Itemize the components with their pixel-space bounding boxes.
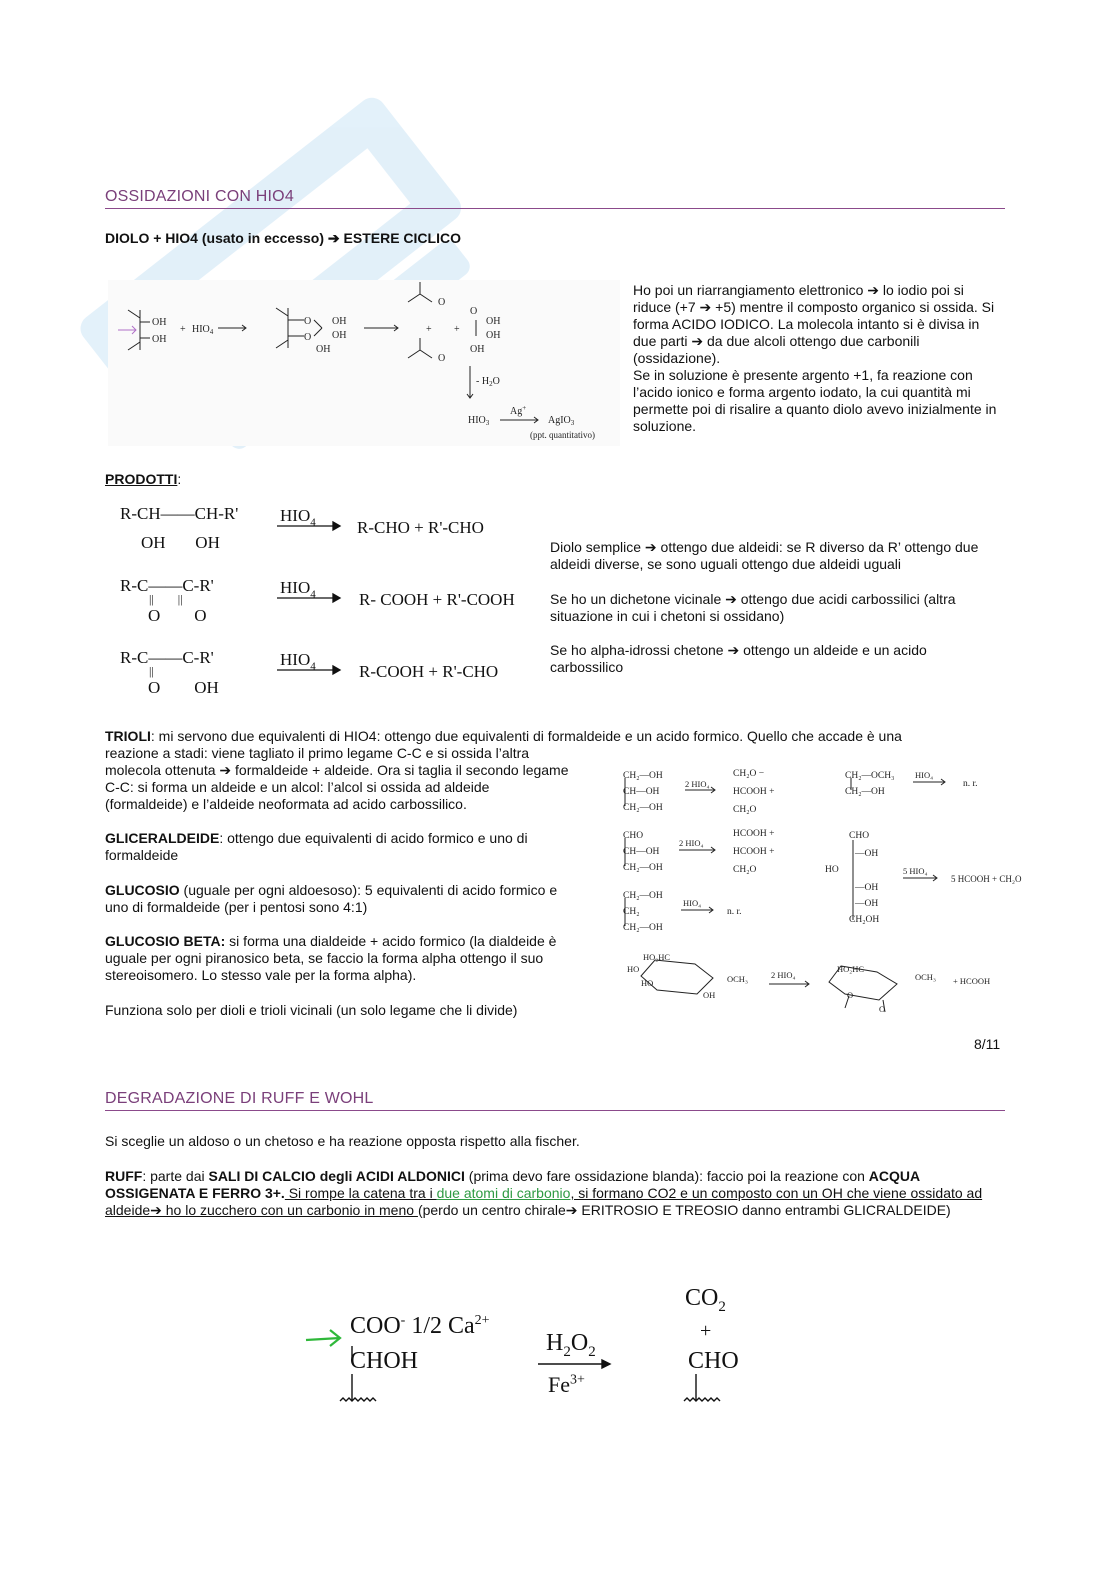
reagent-label: 5 HIO₄ [903,866,928,876]
oh-label: OH [332,316,347,327]
rxn1-reactant-bottom: OH OH [141,533,220,552]
gliceraldeide-label: GLICERALDEIDE [105,830,220,846]
ch2oh-label: CH₂—OH [845,787,885,797]
product-label: HCOOH + [733,847,775,857]
prodotti-note-3: Se ho alpha-idrossi chetone ➔ ottengo un aldeide e un acido carbossilico [550,642,927,675]
o-label: O [304,316,312,327]
ch2oh-label: CH₂—OH [623,923,663,933]
glucosio-beta-text [105,933,577,984]
cho-label: CHO [623,831,644,841]
product-label: CH₂O − [733,769,765,779]
subscript: 2 [588,1343,596,1360]
ho-label: HO [641,978,654,988]
och3-label: OCH₃ [915,972,936,982]
cho-label: CHO [849,831,870,841]
ch2oh-label: CH₂—OH [623,771,663,781]
section-title-hio4: OSSIDAZIONI CON HIO4 [105,188,294,205]
ruff-label: RUFF [105,1168,143,1184]
subscript: 4 [310,660,316,673]
plus-sign: + [454,324,460,335]
glucosio-text [105,882,577,916]
reagent-label: HIO₄ [915,770,934,780]
ho-label: HO [627,964,640,974]
rxn2-reagent [280,578,316,600]
prodotti-heading [105,471,181,488]
ag-label: Ag+ [510,404,527,417]
ruff-underlined: , si formano CO2 e un composto con un OH che viene ossidato ad aldeide➔ ho lo zucchero con un carbonio in meno [105,1185,983,1218]
subscript: 2 [563,1343,571,1360]
diol-cleavage-scheme [108,280,620,446]
periodate-scheme [615,760,1035,1020]
plus-sign: + [426,324,432,335]
ch2oh-label: CH₂—OH [623,803,663,813]
choh-label: CH—OH [623,847,660,857]
subtitle-part: DIOLO + HIO4 (usato in eccesso) [105,230,328,246]
no-reaction: n. r. [963,779,978,789]
superscript: - [400,1313,406,1328]
ruff-product-cho: CHO [688,1348,739,1374]
diol-subtitle [105,230,461,247]
scheme-arrows [615,760,1035,1020]
ruff-green-link: due atomi di carbonio [436,1185,571,1201]
prodotti-note-1: Diolo semplice ➔ ottengo due aldeidi: se R diverso da R’ ottengo due aldeidi diverse, se sono uguali ottengo due aldeidi uguali [550,539,979,572]
ruff-reagent-fe [548,1372,585,1398]
scheme-bonds [108,280,620,446]
o-label: O [438,353,446,364]
superscript: 3+ [570,1372,585,1388]
coo-label: COO [350,1313,401,1339]
product-label: HCOOH + [733,787,775,797]
reagent-label: 2 HIO₄ [771,970,796,980]
ch2-label: CH₂ [623,907,640,917]
rxn3-reactant-top: R-C——C-R' [120,648,214,667]
section-rule [105,208,1005,209]
ruff-reactant-choh: CHOH [350,1348,419,1374]
trioli-continuation: reazione a stadi: viene tagliato il primo legame C-C e si ossida l’altra molecola ottenuta ➔ formaldeide + aldeide. Ora si taglia il secondo legame C-C: si forma un aldeide e un alcol: l’alcol si ossida ad aldeide (formaldeide) e l’aldeide neoformata ad acido carbossilico. [105,745,569,812]
rxn2-product: R- COOH + R'-COOH [359,590,515,609]
reagent-label: HIO₄ [683,898,702,908]
page-number: 8/11 [974,1036,1001,1052]
rxn1-reagent [280,506,316,528]
ho2hc-label: HO₂HC [837,964,865,974]
subtitle-part: ESTERE CICLICO [339,230,461,246]
ruff-product-co2 [685,1285,726,1316]
subscript: 2 [718,1298,726,1315]
rxn2-reactant-bottom: O O [148,606,207,625]
ruff-paragraph [105,1168,1005,1219]
rxn3-reagent [280,650,316,672]
trioli-text: : mi servono due equivalenti di HIO4: ottengo due equivalenti di formaldeide e un acido formico. Quello che accade è una [150,728,902,744]
gliceraldeide-desc: : ottengo due equivalenti di acido formico e uno di formaldeide [105,830,528,863]
ruff-text: (perdo un centro chirale➔ ERITROSIO E TREOSIO danno entrambi GLICRALDEIDE) [417,1202,951,1218]
ch2oh-label: CH₂—OH [623,891,663,901]
trioli-label: TRIOLI [105,728,151,744]
hio3-label: $HIO_3$ [468,415,490,427]
diol-description [633,282,1005,435]
minus-water: - $H_2O$ [476,376,500,388]
ho-label: HO [825,865,839,875]
hio4-label: HIO [280,578,311,597]
glucosio-beta-desc: si forma una dialdeide + acido formico (la dialdeide è uguale per ogni piranosico beta, se faccio la forma alpha ottengo il suo stereoisomero. Lo stesso vale per la forma alpha). [105,933,557,983]
plus-sign: + [180,324,186,335]
ch2och3-label: CH₂—OCH₃ [845,771,895,781]
och3-label: OCH₃ [727,974,748,984]
ruff-reagent-h2o2 [546,1330,596,1361]
o-label: O [570,1330,589,1356]
oh-label: OH [152,317,167,328]
subscript: 4 [310,588,316,601]
reagent-label: 2 HIO₄ [685,779,710,789]
glucosio-beta-label: GLUCOSIO BETA: [105,933,226,949]
oh-label: OH [486,330,501,341]
ruff-bold: ACQUA OSSIGENATA E FERRO 3+. [105,1168,920,1201]
desc-paragraph: Ho poi un riarrangiamento elettronico ➔ lo iodio poi si riduce (+7 ➔ +5) mentre il composto organico si ossida. Si forma ACIDO IODICO. La molecola intanto si è divisa in due parti ➔ da due alcoli ottengo due carbonili (ossidazione). [633,282,995,366]
oh-label: OH [703,990,716,1000]
hio4-label: HIO [280,650,311,669]
colon: : [177,471,182,487]
product-label: CH₂O [733,865,757,875]
o-label: O [304,332,312,343]
oh-label: —OH [855,899,879,909]
green-arrow-icon [306,1330,340,1346]
superscript: 2+ [474,1313,490,1328]
oh-label: OH [470,344,485,355]
hio4-label: HIO [280,506,311,525]
prodotti-label: PRODOTTI [105,471,178,487]
co-label: CO [685,1285,719,1311]
no-reaction: n. r. [727,907,742,917]
ch2oh-label: CH₂—OH [623,863,663,873]
product-label: CH₂O [733,805,757,815]
ho2hc-label: HO₂HC [643,952,671,962]
ppt-label: (ppt. quantitativo) [530,430,595,440]
calcium-label: 1/2 Ca [405,1313,475,1339]
gliceraldeide-text [105,830,577,864]
prodotti-note-2: Se ho un dichetone vicinale ➔ ottengo due acidi carbossilici (altra situazione in cui i chetoni si ossidano) [550,591,956,624]
fe-label: Fe [548,1372,570,1397]
h-label: H [546,1330,564,1356]
desc-paragraph: Se in soluzione è presente argento +1, fa reazione con l’acido ionico e forma argento iodato, la cui quantità mi permette poi di risalire a quanto diolo avevo inizialmente in soluzione. [633,367,997,434]
subscript: 4 [310,516,316,529]
section-title-ruff-wohl: DEGRADAZIONE DI RUFF E WOHL [105,1090,374,1107]
agio3-label: AgIO$_3$ [548,415,575,427]
ruff-text: : parte dai [142,1168,209,1184]
ruff-reactant-top [350,1308,490,1339]
oh-label: —OH [855,849,879,859]
vicinal-note: Funziona solo per dioli e trioli vicinali (un solo legame che li divide) [105,1002,518,1018]
rxn2-reactant-top: R-C——C-R' [120,576,214,595]
ch2oh-label: CH₂OH [849,915,880,925]
section-rule [105,1110,1005,1111]
rxn3-reactant-bottom: O OH [148,678,219,697]
product-label: 5 HCOOH + CH₂O [951,874,1022,884]
rxn1-product: R-CHO + R'-CHO [357,518,484,537]
reagent-label: 2 HIO₄ [679,838,704,848]
ruff-product-plus: + [700,1320,712,1342]
hcooh-label: + HCOOH [953,976,991,986]
oh-label: OH [332,330,347,341]
ruff-text: (prima devo fare ossidazione blanda): faccio poi la reazione con [464,1168,869,1184]
o-label: O [879,1004,886,1014]
o-label: O [470,306,478,317]
glucosio-desc: (uguale per ogni aldoesoso): 5 equivalenti di acido formico e uno di formaldeide (per i pentosi sono 4:1) [105,882,558,915]
arrow-icon: ➔ [327,230,340,246]
oh-label: —OH [855,883,879,893]
hio4-label: $HIO_4$ [192,324,214,336]
oh-label: OH [316,344,331,355]
rxn2-double-bonds: || || [149,592,183,606]
rxn1-reactant-top: R-CH——CH-R' [120,504,239,523]
ruff-underlined: Si rompe la catena tra i [284,1185,437,1201]
o-label: O [847,990,854,1000]
product-label: HCOOH + [733,829,775,839]
oh-label: OH [486,316,501,327]
trioli-line1 [105,728,1005,745]
glucosio-label: GLUCOSIO [105,882,180,898]
oh-label: OH [152,334,167,345]
ruff-bold: SALI DI CALCIO degli ACIDI ALDONICI [208,1168,465,1184]
rxn3-product: R-COOH + R'-CHO [359,662,499,681]
choh-label: CH—OH [623,787,660,797]
ruff-intro: Si sceglie un aldoso o un chetoso e ha reazione opposta rispetto alla fischer. [105,1133,580,1149]
rxn3-double-bond: || [149,664,154,678]
o-label: O [438,297,446,308]
